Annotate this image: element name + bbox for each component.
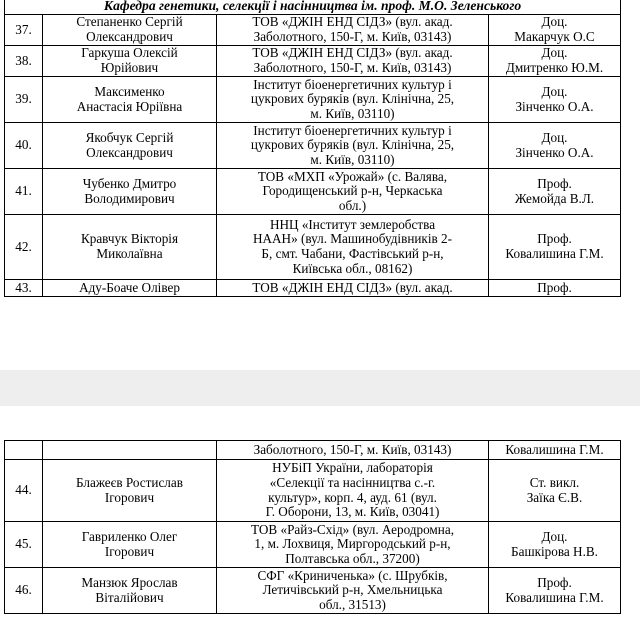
student-name-line: Олександрович	[86, 29, 173, 44]
organization-line: культур», корп. 4, ауд. 61 (вул.	[268, 489, 437, 505]
student-name	[43, 441, 217, 460]
student-name-line: Гавриленко Олег	[81, 528, 178, 544]
organization-line: ТОВ «ДЖІН ЕНД СІДЗ» (вул. акад.	[252, 14, 453, 30]
supervisor-name: Зінченко О.А.	[515, 144, 594, 160]
supervisor-name: Дмитренко Ю.М.	[505, 60, 604, 75]
organization-line: ТОВ «ДЖІН ЕНД СІДЗ» (вул. акад.	[252, 279, 453, 295]
organization-line: «Селекції та насінництва с.-г.	[269, 474, 436, 490]
row-number: 37.	[5, 15, 43, 46]
student-name	[43, 460, 217, 522]
student-name	[43, 123, 217, 169]
student-name	[43, 46, 217, 77]
student-name-line: Володимирович	[84, 190, 175, 206]
organization-line: Інститут біоенергетичних культур і	[253, 122, 452, 138]
organization-line: ННЦ «Інститут землеробства	[269, 216, 436, 232]
supervisor-name: Башкірова Н.В.	[511, 543, 598, 559]
organization-line: Заболотного, 150-Г, м. Київ, 03143)	[253, 60, 452, 75]
organization-line: ТОВ «МХП «Урожай» (с. Валява,	[257, 168, 448, 184]
table-row	[5, 77, 621, 123]
organization-line: НУБіП України, лабораторія	[272, 460, 433, 476]
supervisor-name: Ковалишина Г.М.	[505, 589, 604, 605]
department-header-row	[5, 0, 621, 15]
row-number: 38.	[5, 46, 43, 77]
student-name-line: Юрійович	[100, 60, 159, 75]
student-name-line: Кравчук Вікторія	[80, 231, 179, 247]
supervisor	[489, 441, 621, 460]
practice-table-page-2	[4, 440, 621, 614]
student-name	[43, 522, 217, 568]
practice-organization	[217, 568, 489, 614]
supervisor	[489, 522, 621, 568]
organization-line: м. Київ, 03110)	[310, 151, 395, 167]
student-name-line: Ігорович	[104, 489, 155, 505]
practice-table-page-1	[4, 0, 621, 297]
supervisor	[489, 460, 621, 522]
continuation-row	[5, 441, 621, 460]
supervisor	[489, 215, 621, 280]
organization-line: ТОВ «Райз-Схід» (вул. Аеродромна,	[250, 521, 454, 537]
table-row	[5, 215, 621, 280]
row-number: 40.	[5, 123, 43, 169]
row-number: 45.	[5, 522, 43, 568]
organization-line: обл., 31513)	[319, 596, 386, 612]
supervisor-title: Проф.	[537, 175, 572, 191]
table-row	[5, 15, 621, 46]
table-row	[5, 280, 621, 297]
student-name-line: Віталійович	[95, 589, 164, 605]
supervisor	[489, 123, 621, 169]
student-name-line: Анастасія Юріївна	[76, 98, 183, 114]
student-name	[43, 77, 217, 123]
student-name-line: Блажеєв Ростислав	[76, 474, 183, 490]
organization-line: Б, смт. Чабани, Фастівський р-н,	[261, 246, 444, 261]
supervisor-title: Доц.	[541, 45, 568, 61]
organization-line: Городищенський р-н, Черкаська	[262, 183, 443, 199]
row-number: 43.	[5, 280, 43, 297]
supervisor-title: Проф.	[537, 574, 572, 590]
organization-line: Інститут біоенергетичних культур і	[253, 76, 452, 92]
row-number	[5, 441, 43, 460]
table-row	[5, 123, 621, 169]
organization-line: Г. Оборони, 13, м. Київ, 03041)	[265, 504, 440, 520]
supervisor-title: Ст. викл.	[529, 474, 580, 490]
supervisor-title: Проф.	[537, 231, 572, 247]
table-row	[5, 568, 621, 614]
practice-organization	[217, 77, 489, 123]
practice-organization	[217, 280, 489, 297]
student-name	[43, 568, 217, 614]
student-name-line: Чубенко Дмитро	[82, 175, 177, 191]
organization-line: Заболотного, 150-Г, м. Київ, 03143)	[253, 29, 452, 44]
practice-organization	[217, 46, 489, 77]
practice-organization: Заболотного, 150-Г, м. Київ, 03143)	[217, 441, 489, 460]
student-name	[43, 169, 217, 215]
supervisor	[489, 15, 621, 46]
organization-line: обл.)	[338, 197, 367, 213]
organization-line: Летичівський р-н, Хмельницька	[262, 582, 443, 598]
page-break-gap	[0, 370, 640, 406]
supervisor-name: Ковалишина Г.М.	[505, 441, 604, 457]
document-page-2	[0, 437, 640, 623]
supervisor-title: Доц.	[541, 129, 568, 145]
table-row	[5, 460, 621, 522]
supervisor-name: Ковалишина Г.М.	[505, 246, 604, 261]
student-name-line: Миколаївна	[96, 246, 163, 261]
organization-line: цукрових буряків (вул. Клінічна, 25,	[250, 91, 455, 107]
student-name-line: Гаркуша Олексій	[81, 45, 178, 61]
practice-organization	[217, 123, 489, 169]
supervisor	[489, 568, 621, 614]
student-name-line: Степаненко Сергій	[76, 14, 183, 30]
practice-organization	[217, 215, 489, 280]
supervisor-title: Проф.	[537, 279, 572, 295]
student-name	[43, 215, 217, 280]
table-row	[5, 522, 621, 568]
student-name-line: Максименко	[94, 83, 165, 99]
student-name-line: Якобчук Сергій	[85, 129, 174, 145]
practice-organization	[217, 522, 489, 568]
row-number: 44.	[5, 460, 43, 522]
row-number: 42.	[5, 215, 43, 280]
supervisor-title: Доц.	[541, 528, 568, 544]
supervisor	[489, 280, 621, 297]
practice-organization	[217, 15, 489, 46]
student-name-line: Олександрович	[86, 144, 173, 160]
organization-line: СФГ «Криниченька» (с. Шрубків,	[257, 567, 448, 583]
supervisor	[489, 77, 621, 123]
supervisor-title: Доц.	[541, 14, 568, 30]
student-name-line: Ігорович	[104, 543, 155, 559]
organization-line: ТОВ «ДЖІН ЕНД СІДЗ» (вул. акад.	[252, 45, 453, 61]
practice-organization	[217, 169, 489, 215]
organization-line: НААН» (вул. Машинобудівників 2-	[252, 231, 453, 247]
supervisor-name: Зінченко О.А.	[515, 98, 594, 114]
student-name-line: Манзюк Ярослав	[81, 574, 178, 590]
organization-line: Київська обл., 08162)	[292, 260, 413, 276]
organization-line: м. Київ, 03110)	[310, 105, 395, 121]
supervisor	[489, 169, 621, 215]
organization-line: Полтавська обл., 37200)	[285, 550, 420, 566]
row-number: 41.	[5, 169, 43, 215]
student-name-line: Аду-Боаче Олівер	[79, 279, 180, 295]
supervisor	[489, 46, 621, 77]
table-row	[5, 46, 621, 77]
table-row	[5, 169, 621, 215]
row-number: 46.	[5, 568, 43, 614]
practice-organization	[217, 460, 489, 522]
row-number: 39.	[5, 77, 43, 123]
supervisor-name: Жемойда В.Л.	[514, 190, 595, 206]
organization-line: цукрових буряків (вул. Клінічна, 25,	[250, 137, 455, 153]
student-name	[43, 15, 217, 46]
supervisor-title: Доц.	[541, 83, 568, 99]
supervisor-name: Заїка Є.В.	[526, 489, 583, 505]
organization-line: 1, м. Лохвиця, Миргородський р-н,	[254, 536, 451, 552]
supervisor-name: Макарчук О.С	[514, 29, 595, 44]
department-title: Кафедра генетики, селекції і насінництва ім. проф. М.О. Зеленського	[5, 0, 621, 15]
student-name	[43, 280, 217, 297]
